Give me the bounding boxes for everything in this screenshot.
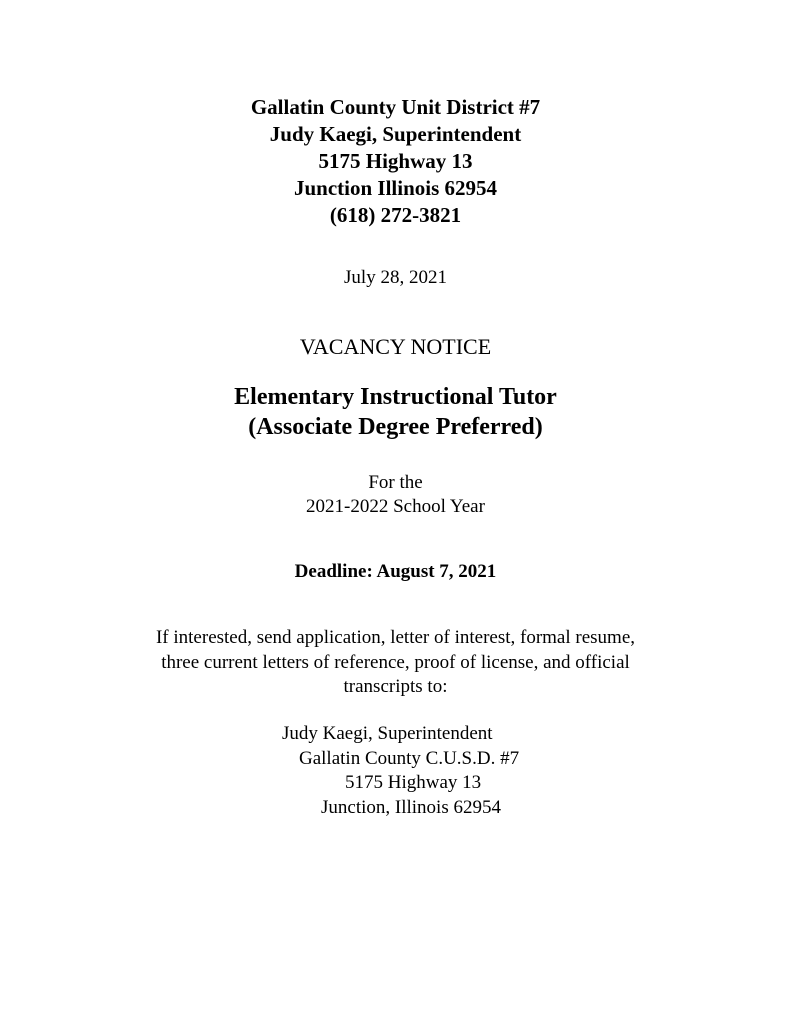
city-state-zip: Junction Illinois 62954 [293, 176, 498, 200]
position-subtitle: (Associate Degree Preferred) [248, 414, 543, 440]
mail-to-street: 5175 Highway 13 [345, 772, 482, 793]
district-name: Gallatin County Unit District #7 [250, 95, 541, 119]
street-address: 5175 Highway 13 [318, 149, 473, 173]
notice-date: July 28, 2021 [344, 267, 447, 288]
position-title: Elementary Instructional Tutor [234, 384, 557, 410]
mail-to-name: Judy Kaegi, Superintendent [282, 723, 493, 744]
phone-number: (618) 272-3821 [329, 203, 462, 227]
instructions-line-2: three current letters of reference, proof of license, and official [161, 652, 630, 673]
term-line-1: For the [368, 472, 423, 493]
instructions-line-1: If interested, send application, letter of interest, formal resume, [155, 627, 636, 648]
instructions-line-3: transcripts to: [343, 676, 448, 697]
term-line-2: 2021-2022 School Year [306, 496, 485, 517]
mail-to-org: Gallatin County C.U.S.D. #7 [299, 748, 520, 769]
deadline: Deadline: August 7, 2021 [294, 561, 497, 582]
mail-to-city: Junction, Illinois 62954 [321, 797, 501, 818]
vacancy-notice-label: VACANCY NOTICE [299, 334, 492, 359]
superintendent-line: Judy Kaegi, Superintendent [269, 122, 522, 146]
